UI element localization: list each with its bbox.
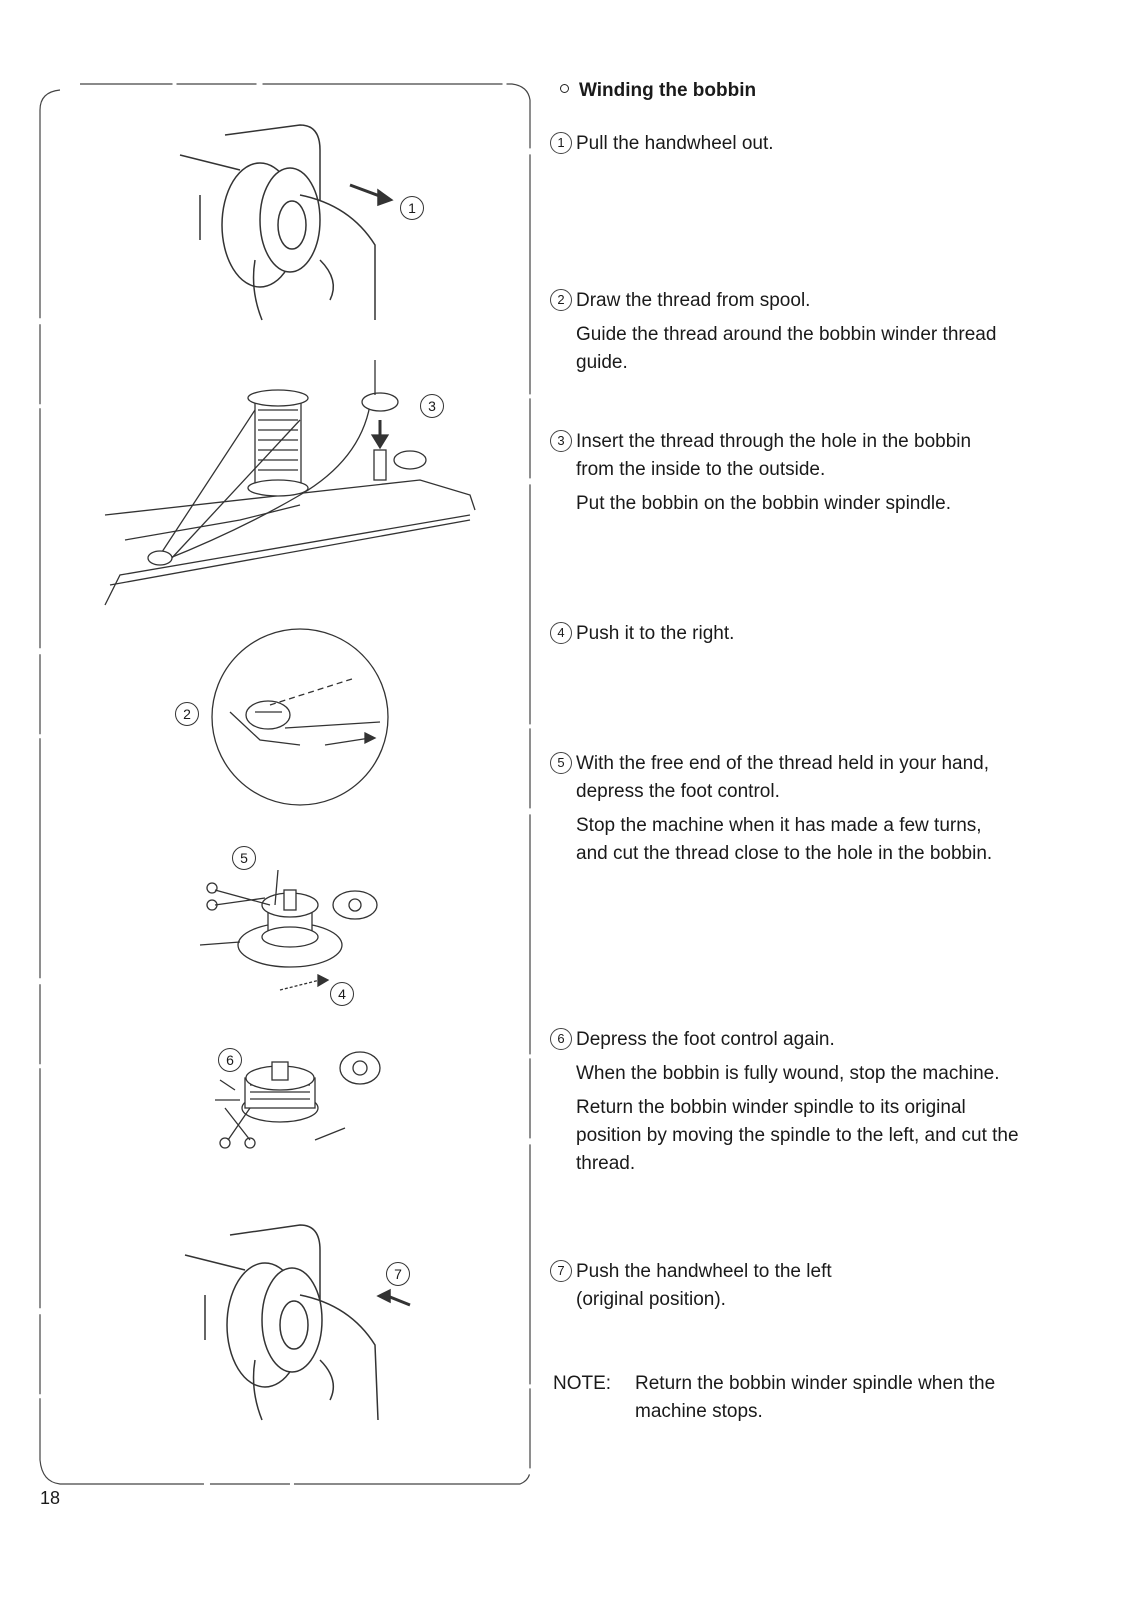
step-text: Draw the thread from spool.	[576, 290, 811, 311]
step-number: 3	[550, 430, 572, 452]
spool-thread-figure	[105, 360, 475, 605]
step-6	[550, 1026, 1020, 1178]
step-2	[550, 287, 1050, 377]
step-text: With the free end of the thread held in your hand, depress the foot control.	[576, 753, 989, 802]
callout-5: 5	[232, 846, 256, 870]
thread-guide-detail-figure	[212, 629, 388, 805]
step-4	[550, 620, 1050, 648]
step-number: 5	[550, 752, 572, 774]
step-text: Push it to the right.	[576, 623, 735, 644]
note-text: Return the bobbin winder spindle when the machine stops.	[635, 1373, 996, 1422]
step-text: Push the handwheel to the left (original position).	[576, 1261, 832, 1310]
callout-7: 7	[386, 1262, 410, 1286]
step-1	[550, 130, 1050, 158]
step-number: 6	[550, 1028, 572, 1050]
note-label: NOTE:	[553, 1373, 612, 1394]
handwheel-pull-figure	[180, 125, 392, 320]
heading-text: Winding the bobbin	[579, 80, 757, 101]
step-text: Depress the foot control again.	[576, 1029, 835, 1050]
bullet-icon	[560, 84, 569, 93]
step-paragraph: Put the bobbin on the bobbin winder spindle.	[576, 493, 951, 514]
step-5	[550, 750, 1000, 868]
handwheel-push-figure	[185, 1225, 410, 1420]
step-number: 4	[550, 622, 572, 644]
callout-2: 2	[175, 702, 199, 726]
page-number: 18	[40, 1488, 61, 1508]
callout-6: 6	[218, 1048, 242, 1072]
step-3	[550, 428, 1000, 518]
step-paragraph: Guide the thread around the bobbin winder thread guide.	[576, 324, 997, 373]
step-number: 1	[550, 132, 572, 154]
step-7	[550, 1258, 880, 1314]
callout-3: 3	[420, 394, 444, 418]
step-text: Pull the handwheel out.	[576, 133, 774, 154]
callout-1: 1	[400, 196, 424, 220]
section-heading	[560, 80, 756, 102]
step-paragraph: Stop the machine when it has made a few turns, and cut the thread close to the hole in the bobbin.	[576, 815, 993, 864]
step-number: 7	[550, 1260, 572, 1282]
step-paragraph: When the bobbin is fully wound, stop the machine.	[576, 1063, 1000, 1084]
step-paragraph: Return the bobbin winder spindle to its original position by moving the spindle to the left, and cut the thread.	[576, 1097, 1019, 1174]
note	[553, 1370, 1035, 1426]
bobbin-spindle-figure	[200, 870, 377, 990]
callout-4: 4	[330, 982, 354, 1006]
step-number: 2	[550, 289, 572, 311]
step-text: Insert the thread through the hole in the bobbin from the inside to the outside.	[576, 431, 972, 480]
